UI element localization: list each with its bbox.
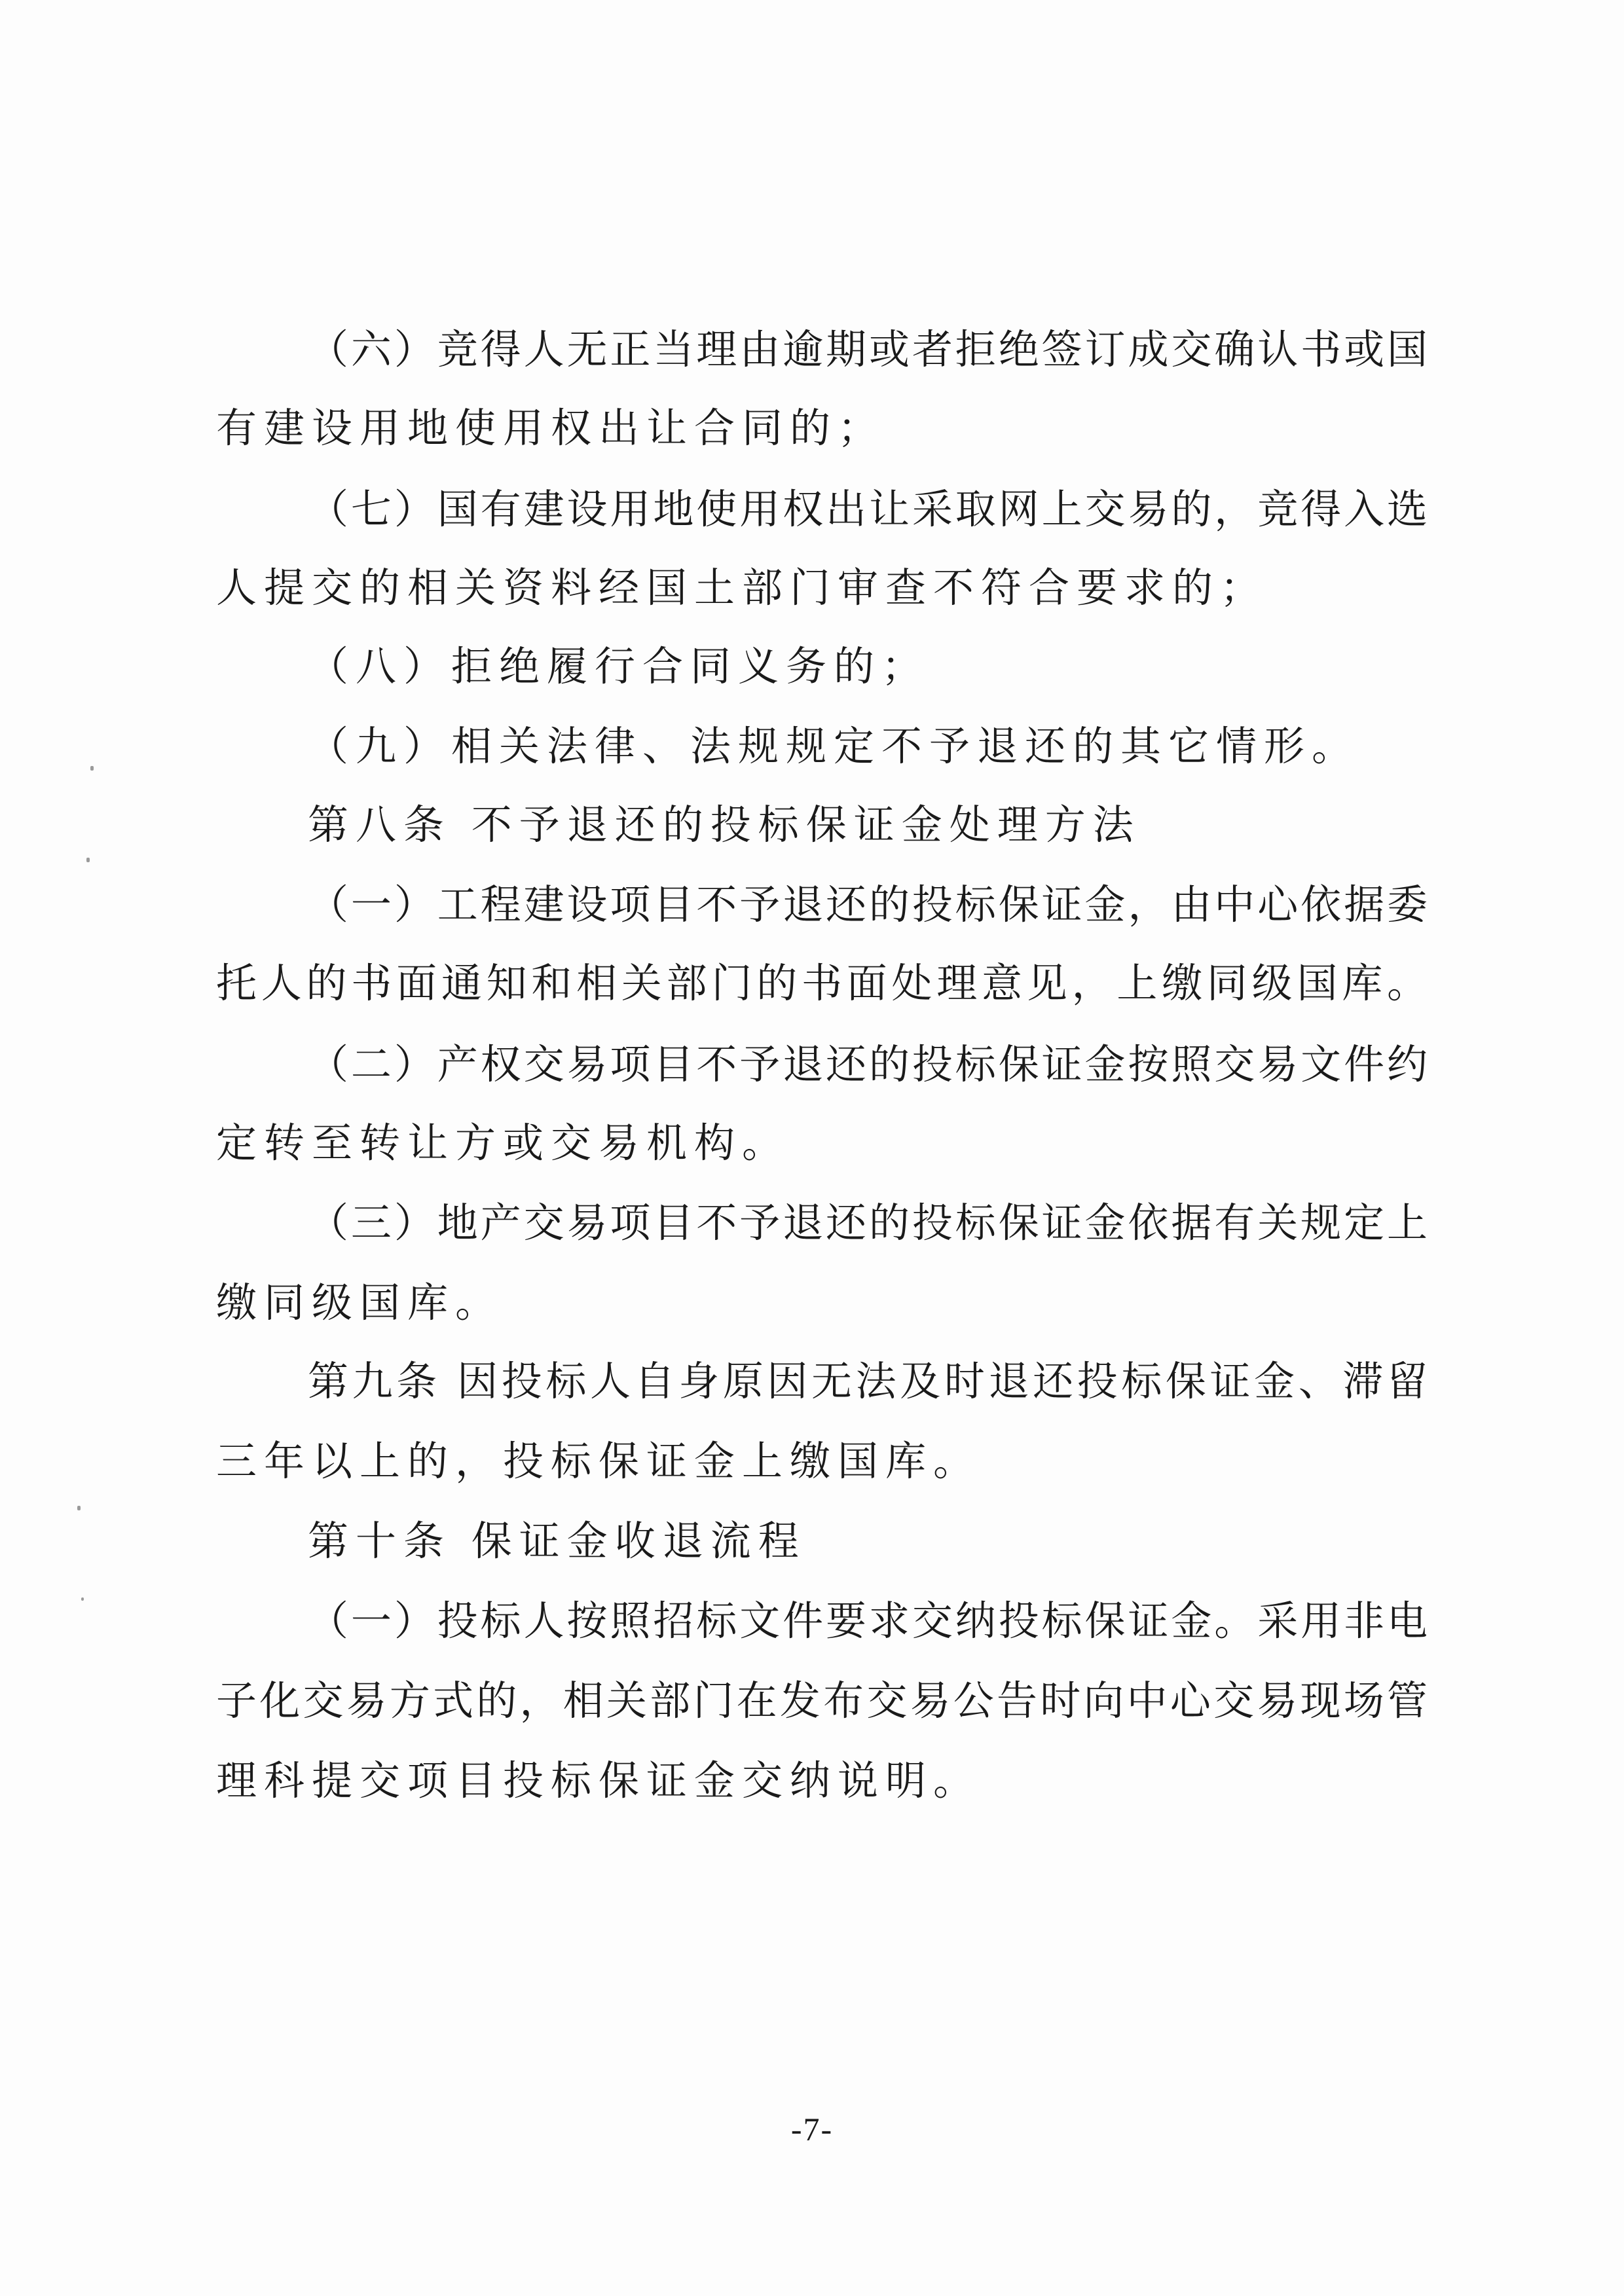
paragraph-line: （一）工程建设项目不予退还的投标保证金，由中心依据委 (308, 881, 1428, 928)
paragraph-line: （六）竞得人无正当理由逾期或者拒绝签订成交确认书或国 (308, 325, 1428, 373)
page-number: -7- (790, 2111, 834, 2147)
scan-speck (90, 766, 94, 771)
paragraph-line: 人提交的相关资料经国土部门审查不符合要求的； (216, 564, 1268, 611)
paragraph-line: （八）拒绝履行合同义务的； (308, 642, 930, 690)
article-heading: 第十条 保证金收退流程 (308, 1517, 806, 1565)
scan-speck (86, 858, 90, 862)
paragraph-line: 理科提交项目投标保证金交纳说明。 (216, 1757, 982, 1804)
paragraph-line: （七）国有建设用地使用权出让采取网上交易的，竞得入选 (308, 485, 1428, 533)
paragraph-line: 有建设用地使用权出让合同的； (216, 404, 886, 452)
article-heading: 第九条 因投标人自身原因无法及时退还投标保证金、滞留 (308, 1357, 1428, 1405)
paragraph-line: 三年以上的，投标保证金上缴国库。 (216, 1437, 982, 1485)
paragraph-line: 子化交易方式的，相关部门在发布交易公告时向中心交易现场管 (216, 1677, 1428, 1724)
paragraph-line: 托人的书面通知和相关部门的书面处理意见，上缴同级国库。 (216, 959, 1428, 1007)
paragraph-line: （二）产权交易项目不予退还的投标保证金按照交易文件约 (308, 1040, 1428, 1088)
paragraph-line: （一）投标人按照招标文件要求交纳投标保证金。采用非电 (308, 1597, 1428, 1645)
scan-speck (77, 1506, 81, 1510)
paragraph-line: 定转至转让方或交易机构。 (216, 1119, 790, 1167)
article-heading: 第八条 不予退还的投标保证金处理方法 (308, 801, 1141, 848)
scan-speck (81, 1597, 84, 1601)
paragraph-line: （三）地产交易项目不予退还的投标保证金依据有关规定上 (308, 1199, 1428, 1247)
paragraph-line: （九）相关法律、法规规定不予退还的其它情形。 (308, 722, 1360, 770)
paragraph-line: 缴同级国库。 (216, 1279, 504, 1326)
